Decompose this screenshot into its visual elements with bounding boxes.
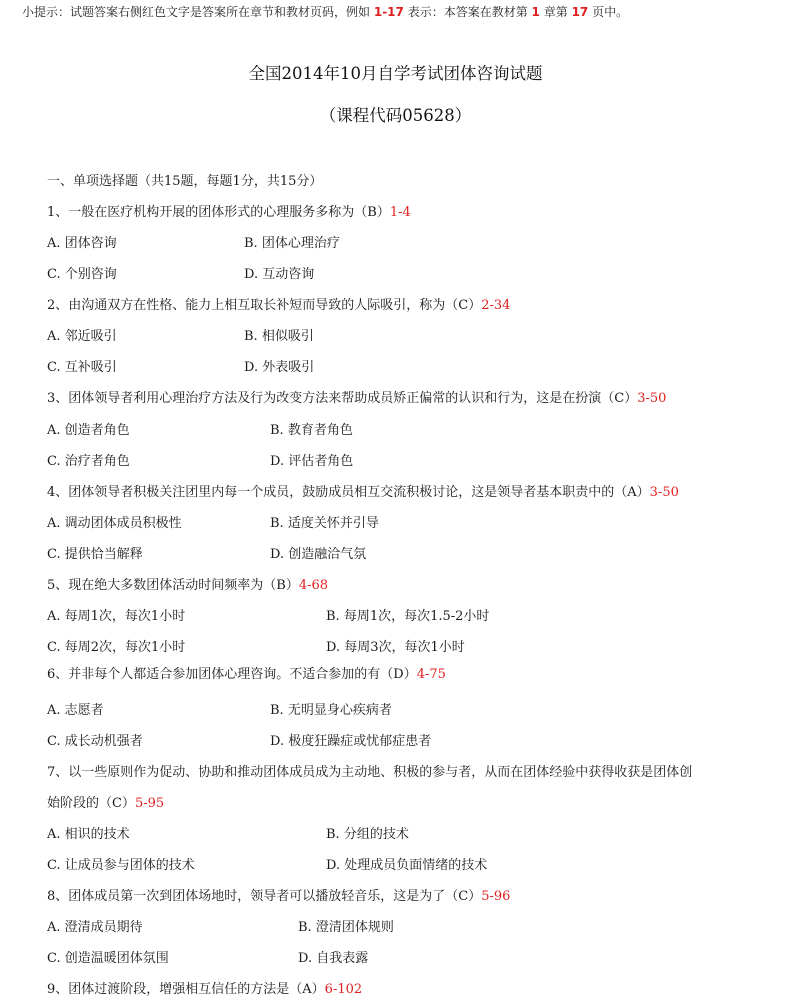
- hint-page: 17: [571, 5, 589, 19]
- exam-title: 全国2014年10月自学考试团体咨询试题: [248, 64, 543, 83]
- option-b: B. 相似吸引: [244, 329, 314, 344]
- answer-ref: 5-96: [481, 889, 511, 904]
- option-d: D. 外表吸引: [244, 360, 315, 375]
- question-1: [47, 205, 411, 221]
- question-stem: 6、并非每个人都适合参加团体心理咨询。不适合参加的有（D）: [47, 667, 417, 682]
- option-c: C. 提供恰当解释: [47, 547, 143, 562]
- hint-middle: 表示：本答案在教材第: [407, 5, 528, 19]
- option-d: D. 互动咨询: [244, 267, 315, 282]
- question-stem: 4、团体领导者积极关注团里内每一个成员，鼓励成员相互交流积极讨论，这是领导者基本职责中的（A）: [47, 485, 650, 500]
- hint-banner: [22, 3, 628, 20]
- option-d: D. 极度狂躁症或忧郁症患者: [270, 734, 432, 749]
- question-stem: 5、现在绝大多数团体活动时间频率为（B）: [47, 578, 299, 593]
- option-d: D. 每周3次，每次1小时: [326, 640, 465, 655]
- question-2: [47, 298, 510, 314]
- answer-ref: 3-50: [637, 391, 667, 406]
- option-b: B. 团体心理治疗: [244, 236, 340, 251]
- option-a: A. 创造者角色: [47, 423, 130, 438]
- question-stem: 2、由沟通双方在性格、能力上相互取长补短而导致的人际吸引，称为（C）: [47, 298, 482, 313]
- hint-chapter: 1: [531, 5, 540, 19]
- question-9: [47, 982, 362, 998]
- option-a: A. 调动团体成员积极性: [47, 516, 182, 531]
- option-b: B. 无明显身心疾病者: [270, 703, 392, 718]
- hint-page-suffix: 页中。: [592, 5, 629, 19]
- option-d: D. 处理成员负面情绪的技术: [326, 858, 488, 873]
- option-a: A. 澄清成员期待: [47, 920, 143, 935]
- option-d: D. 创造融洽气氛: [270, 547, 367, 562]
- question-5: [47, 578, 328, 594]
- option-b: B. 分组的技术: [326, 827, 409, 842]
- option-a: A. 邻近吸引: [47, 329, 117, 344]
- option-a: A. 志愿者: [47, 703, 104, 718]
- question-7: [47, 765, 692, 781]
- answer-ref: 2-34: [481, 298, 511, 313]
- answer-ref: 5-95: [134, 796, 165, 811]
- question-stem: 9、团体过渡阶段，增强相互信任的方法是（A）: [47, 982, 325, 997]
- option-c: C. 创造温暖团体氛围: [47, 951, 169, 966]
- option-b: B. 澄清团体规则: [298, 920, 394, 935]
- option-d: D. 评估者角色: [270, 454, 354, 469]
- answer-ref: 3-50: [649, 485, 679, 500]
- answer-ref: 4-75: [416, 667, 446, 682]
- question-4: [47, 485, 679, 501]
- section-heading: 一、单项选择题（共15题，每题1分，共15分）: [47, 174, 323, 189]
- question-3: [47, 391, 666, 407]
- option-c: C. 每周2次，每次1小时: [47, 640, 186, 655]
- question-stem-continued: 始阶段的（C）: [47, 796, 135, 811]
- question-stem: 7、以一些原则作为促动、协助和推动团体成员成为主动地、积极的参与者，从而在团体经验中获得收获是团体创: [47, 765, 693, 780]
- question-stem: 3、团体领导者利用心理治疗方法及行为改变方法来帮助成员矫正偏常的认识和行为，这是在扮演（C）: [47, 391, 638, 406]
- answer-ref: 6-102: [324, 982, 363, 997]
- hint-example: 1-17: [373, 5, 404, 19]
- option-a: A. 相识的技术: [47, 827, 130, 842]
- hint-prefix: 小提示：试题答案右侧红色文字是答案所在章节和教材页码，例如: [22, 5, 371, 19]
- option-c: C. 互补吸引: [47, 360, 117, 375]
- option-c: C. 成长动机强者: [47, 734, 143, 749]
- option-a: A. 每周1次，每次1小时: [47, 609, 186, 624]
- answer-ref: 4-68: [298, 578, 329, 593]
- option-b: B. 教育者角色: [270, 423, 353, 438]
- question-8: [47, 889, 510, 905]
- option-c: C. 治疗者角色: [47, 454, 130, 469]
- answer-ref: 1-4: [389, 205, 411, 220]
- question-stem: 1、一般在医疗机构开展的团体形式的心理服务多称为（B）: [47, 205, 390, 220]
- course-code: （课程代码05628）: [319, 106, 472, 125]
- question-6: [47, 667, 446, 683]
- option-a: A. 团体咨询: [47, 236, 117, 251]
- question-stem: 8、团体成员第一次到团体场地时，领导者可以播放轻音乐，这是为了（C）: [47, 889, 482, 904]
- option-b: B. 每周1次，每次1.5-2小时: [326, 609, 490, 624]
- option-b: B. 适度关怀并引导: [270, 516, 379, 531]
- option-d: D. 自我表露: [298, 951, 369, 966]
- option-c: C. 让成员参与团体的技术: [47, 858, 195, 873]
- hint-chapter-suffix: 章第: [543, 5, 568, 19]
- option-c: C. 个别咨询: [47, 267, 117, 282]
- question-7-continued: [47, 796, 164, 812]
